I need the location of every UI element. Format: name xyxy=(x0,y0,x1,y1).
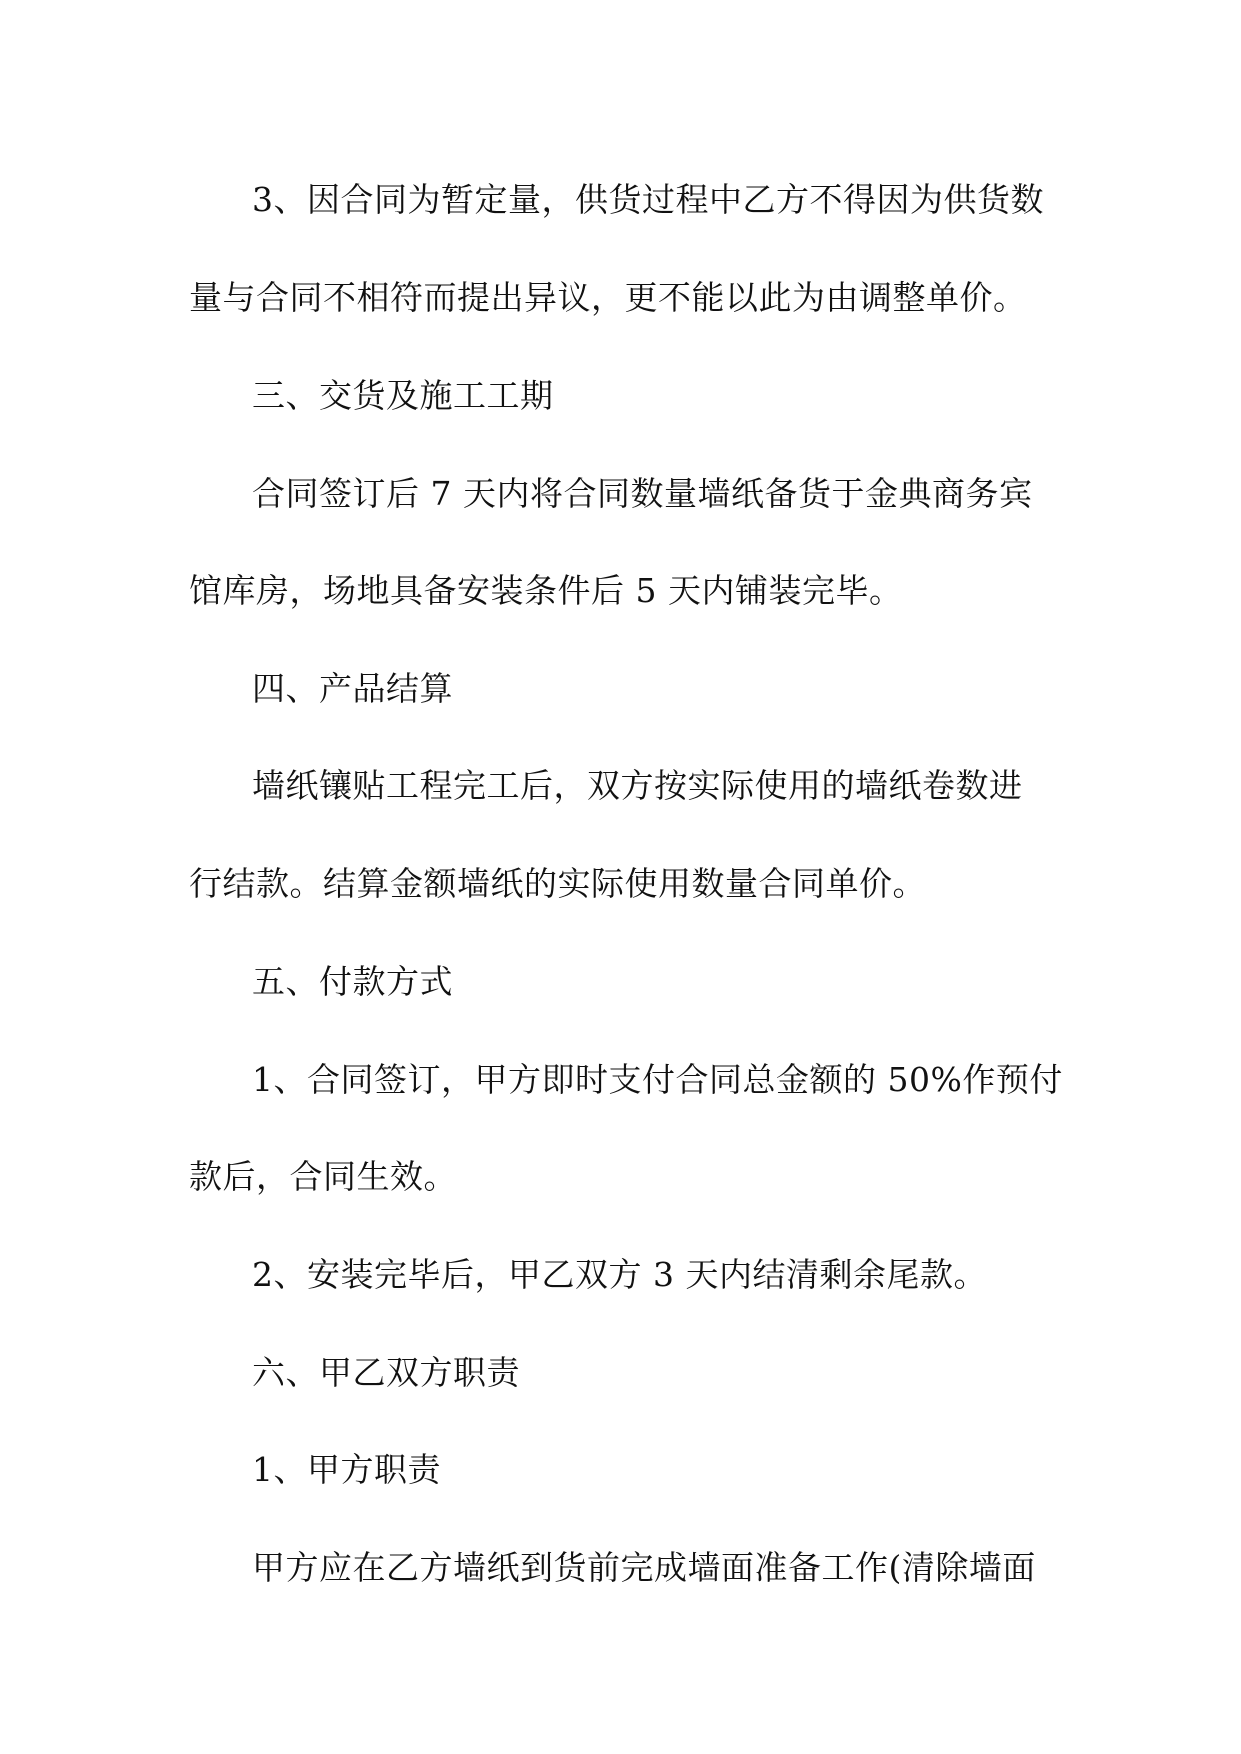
payment-clause-1-line-1: 1、合同签订，甲方即时支付合同总金额的 50%作预付 xyxy=(252,1060,1063,1099)
payment-clause-2: 2、安装完毕后，甲乙双方 3 天内结清剩余尾款。 xyxy=(252,1255,987,1294)
settlement-text-line-1: 墙纸镶贴工程完工后，双方按实际使用的墙纸卷数进 xyxy=(252,766,1023,805)
settlement-text-line-2: 行结款。结算金额墙纸的实际使用数量合同单价。 xyxy=(189,864,926,903)
section-heading-duties: 六、甲乙双方职责 xyxy=(252,1353,520,1392)
section-heading-payment: 五、付款方式 xyxy=(252,962,453,1001)
delivery-text-line-2: 馆库房，场地具备安装条件后 5 天内铺装完毕。 xyxy=(189,571,903,610)
delivery-text-line-1: 合同签订后 7 天内将合同数量墙纸备货于金典商务宾 xyxy=(252,474,1033,513)
subheading-party-a-duties: 1、甲方职责 xyxy=(252,1450,441,1489)
payment-clause-1-line-2: 款后，合同生效。 xyxy=(189,1157,457,1196)
clause-3-text-line-1: 3、因合同为暂定量，供货过程中乙方不得因为供货数 xyxy=(252,180,1044,219)
clause-3-text-line-2: 量与合同不相符而提出异议，更不能以此为由调整单价。 xyxy=(189,278,1027,317)
section-heading-settlement: 四、产品结算 xyxy=(252,669,453,708)
party-a-duties-text-line-1: 甲方应在乙方墙纸到货前完成墙面准备工作(清除墙面 xyxy=(252,1548,1036,1587)
section-heading-delivery: 三、交货及施工工期 xyxy=(252,376,554,415)
